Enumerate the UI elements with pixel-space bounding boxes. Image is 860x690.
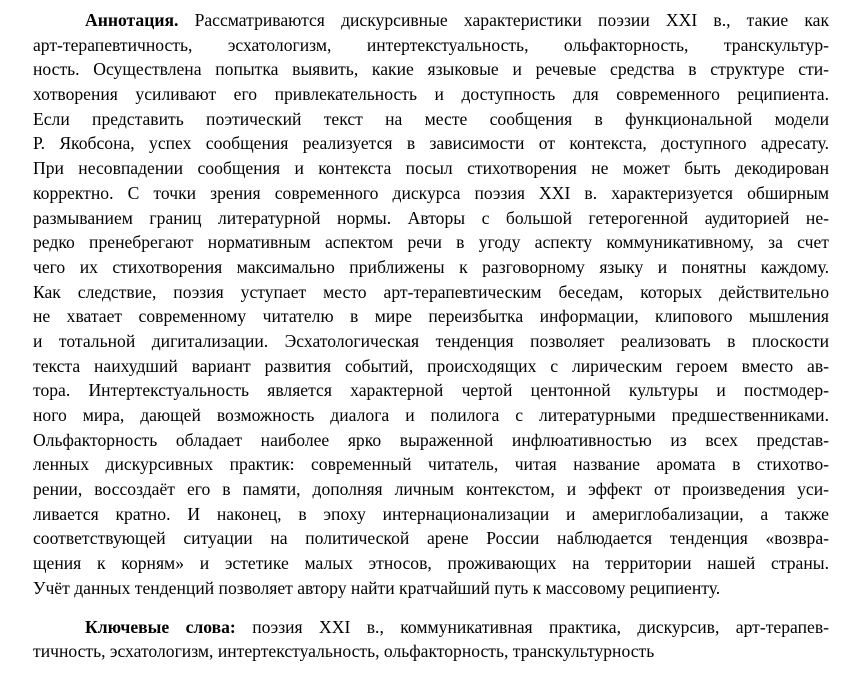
annotation-text-line: Рассматриваются дискурсивные характеристики поэзии XXI в., такие как xyxy=(178,10,829,30)
annotation-text-line: арт-терапевтичность, эсхатологизм, интертекстуальность, ольфакторность, транскультур- xyxy=(33,34,829,55)
annotation-text-line: текста наихудший вариант развития событий, происходящих с лирическим героем вместо ав- xyxy=(33,355,829,376)
annotation-text-line: ливается кратно. И наконец, в эпоху интернационализации и америглобализации, а также xyxy=(33,503,829,524)
annotation-text-line: ленных дискурсивных практик: современный читатель, читая название аромата в стихотво- xyxy=(33,454,829,475)
keywords-text-line: тичность, эсхатологизм, интертекстуальность, ольфакторность, транскультурность xyxy=(33,641,655,662)
annotation-text-line: щения к корням» и эстетике малых этносов, проживающих на территории нашей страны. xyxy=(33,553,829,574)
annotation-text-line: хотворения усиливают его привлекательность и доступность для современного реципиента. xyxy=(33,84,829,105)
annotation-text-line: и тотальной дигитализации. Эсхатологическая тенденция позволяет реализовать в плоскости xyxy=(33,330,829,351)
annotation-text-line: размыванием границ литературной нормы. Авторы с большой гетерогенной аудиторией не- xyxy=(33,207,829,228)
keywords-first-line xyxy=(33,615,829,640)
keywords-heading: Ключевые слова: xyxy=(85,616,236,637)
annotation-text-line: Р. Якобсона, успех сообщения реализуется в зависимости от контекста, доступного адресату. xyxy=(33,133,829,154)
annotation-text-line: не хватает современному читателю в мире переизбытка информации, клипового мышления xyxy=(33,306,829,327)
annotation-heading: Аннотация. xyxy=(85,10,179,30)
annotation-text-line: ность. Осуществлена попытка выявить, какие языковые и речевые средства в структуре сти- xyxy=(33,59,829,80)
paragraph-spacer xyxy=(33,601,829,615)
annotation-text-line: Учёт данных тенденций позволяет автору найти кратчайший путь к массовому реципиенту. xyxy=(33,577,721,598)
annotation-text-line: соответствующей ситуации на политической арене России наблюдается тенденция «возвра- xyxy=(33,528,829,549)
annotation-text-line: ного мира, дающей возможность диалога и полилога с литературными предшественниками. xyxy=(33,405,829,425)
annotation-text-line: рении, воссоздаёт его в памяти, дополняя личным контекстом, и эффект от произведения уси- xyxy=(33,479,829,500)
annotation-text-line: редко пренебрегают нормативным аспектом речи в угоду аспекту коммуникативному, за счет xyxy=(33,232,829,253)
annotation-text-line: Ольфакторность обладает наиболее ярко выраженной инфлюативностью из всех представ- xyxy=(33,429,829,450)
annotation-text-line: тора. Интертекстуальность является характерной чертой центонной культуры и постмодер- xyxy=(33,380,829,401)
annotation-text-line: чего их стихотворения максимально приближены к разговорному языку и понятны каждому. xyxy=(33,256,829,277)
annotation-first-line xyxy=(33,8,829,33)
annotation-text-line: Как следствие, поэзия уступает место арт-терапевтическим беседам, которых действительно xyxy=(33,281,829,302)
annotation-text-line: При несовпадении сообщения и контекста посыл стихотворения не может быть декодирован xyxy=(33,158,829,179)
annotation-text-line: корректно. С точки зрения современного дискурса поэзия XXI в. характеризуется обширным xyxy=(33,182,829,203)
annotation-text-line: Если представить поэтический текст на месте сообщения в функциональной модели xyxy=(33,108,829,129)
keywords-text-line: поэзия XXI в., коммуникативная практика, дискурсив, арт-терапев- xyxy=(235,616,829,637)
abstract-page xyxy=(33,8,829,664)
